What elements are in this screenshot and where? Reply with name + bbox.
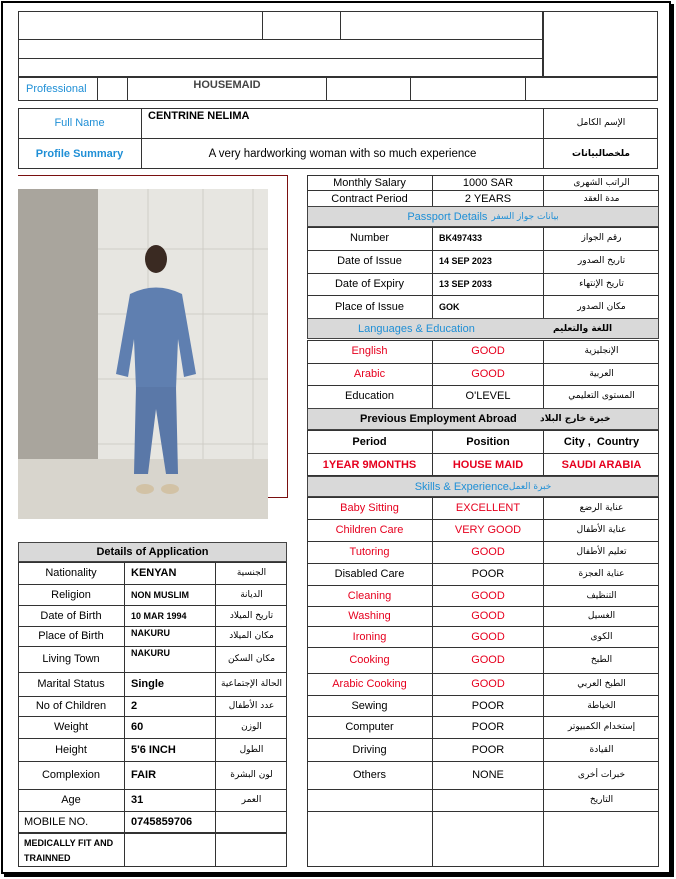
skill-label: Children Care: [335, 524, 404, 536]
application-label: Religion: [51, 588, 91, 601]
skill-label: [307, 789, 432, 811]
skill-label: Cleaning: [347, 589, 392, 602]
skills-header: [307, 476, 659, 497]
application-value: 31: [131, 794, 144, 806]
language-ar: العربية: [589, 368, 614, 379]
skill-ar: عناية الرضع: [579, 503, 624, 513]
skill-ar: خبرات أخرى: [577, 770, 626, 780]
period-ar: مدة العقد: [583, 193, 620, 204]
skill-label: Washing: [348, 610, 391, 622]
languages-header: [307, 318, 659, 339]
application-value: 2: [131, 700, 138, 712]
application-header: [18, 542, 287, 562]
skill-value: [433, 789, 543, 811]
mobile-value: 0745859706: [131, 816, 193, 828]
passport-value: 13 SEP 2033: [439, 278, 492, 289]
language-value: GOOD: [471, 345, 505, 358]
skill-ar: إستخدام الكمبيوتر: [567, 722, 636, 732]
skill-value: GOOD: [471, 654, 505, 666]
application-ar: الطول: [239, 744, 264, 755]
skill-label: Arabic Cooking: [332, 678, 407, 690]
application-ar: الجنسية: [236, 568, 267, 578]
skill-label: Cooking: [349, 654, 390, 666]
candidate-photo: [18, 189, 268, 519]
application-ar: عدد الأطفال: [228, 701, 275, 711]
application-value: NAKURU: [131, 648, 170, 658]
salary-ar: الراتب الشهرى: [573, 177, 630, 188]
passport-header: [307, 206, 659, 227]
passport-ar: تاريخ الإنتهاء: [579, 278, 624, 289]
skill-label: Others: [352, 769, 386, 781]
language-label: English: [351, 345, 388, 358]
skill-ar: الطبخ العربي: [577, 679, 626, 689]
divider: [432, 811, 433, 867]
application-value: FAIR: [131, 769, 157, 781]
application-ar: الديانة: [240, 589, 263, 600]
skill-ar: عناية العجزة: [578, 569, 625, 579]
application-label: Place of Birth: [38, 630, 104, 642]
skill-ar: التنظيف: [586, 590, 617, 601]
employment-period: 1YEAR 9MONTHS: [322, 459, 417, 471]
skill-value: GOOD: [471, 630, 505, 643]
application-ar: لون البشرة: [230, 770, 273, 780]
top-right-box: [543, 11, 658, 77]
skill-ar: الكوى: [590, 631, 613, 642]
skill-ar: القيادة: [589, 744, 614, 755]
passport-ar: تاريخ الصدور: [577, 256, 626, 267]
application-value: NAKURU: [131, 628, 170, 638]
period-label: Contract Period: [331, 192, 408, 205]
skills-blank-row: [307, 811, 659, 867]
skill-value: GOOD: [471, 678, 505, 690]
skill-value: POOR: [471, 743, 505, 756]
application-label: Age: [61, 794, 81, 806]
application-label: Height: [55, 743, 87, 756]
languages-title-ar: اللغة والتعليم: [553, 323, 613, 334]
language-label: Education: [345, 390, 394, 403]
skill-value: VERY GOOD: [454, 524, 522, 536]
application-label: Complexion: [41, 769, 101, 781]
application-ar: مكان السكن: [227, 654, 276, 664]
employment-title-ar: خبرة خارج البلاد: [540, 414, 611, 424]
skill-ar: عناية الأطفال: [576, 525, 627, 535]
application-label: Nationality: [45, 567, 97, 579]
mobile-label: MOBILE NO.: [24, 816, 89, 828]
passport-value: GOK: [439, 301, 460, 312]
passport-ar: رقم الجواز: [581, 233, 622, 244]
skill-value: POOR: [471, 699, 505, 712]
passport-title-ar: بيانات جواز السفر: [491, 211, 559, 222]
employment-country-label: City , Country: [563, 435, 640, 448]
passport-label: Date of Expiry: [334, 277, 405, 290]
skill-label: Computer: [345, 721, 394, 733]
professional-row: [18, 77, 658, 101]
application-value: NON MUSLIM: [131, 589, 189, 600]
skill-ar: تعليم الأطفال: [576, 547, 627, 557]
full-name-value: CENTRINE NELIMA: [148, 110, 250, 122]
application-value: KENYAN: [131, 567, 177, 579]
passport-ar: مكان الصدور: [577, 301, 626, 312]
divider: [543, 811, 544, 867]
application-label: Date of Birth: [40, 609, 102, 622]
application-label: Living Town: [42, 653, 100, 665]
skill-ar: الغسيل: [587, 611, 616, 621]
application-value: 10 MAR 1994: [131, 610, 187, 621]
salary-label: Monthly Salary: [333, 176, 406, 189]
language-value: O'LEVEL: [465, 390, 511, 403]
application-label: No of Children: [35, 700, 107, 712]
languages-title: Languages & Education: [358, 322, 475, 335]
language-ar: المستوى التعليمي: [568, 391, 635, 402]
skill-label: Sewing: [351, 699, 388, 712]
medical-label-line-2: TRAINNED: [24, 853, 71, 863]
full-name-ar: الإسم الكامل: [576, 118, 626, 128]
skills-title-ar: خبرة العمل: [508, 481, 552, 492]
skill-value: GOOD: [471, 589, 505, 602]
application-value: 5'6 INCH: [131, 743, 176, 756]
skill-label: Baby Sitting: [340, 502, 399, 514]
application-ar: الوزن: [241, 722, 262, 732]
application-ar: مكان الميلاد: [229, 631, 274, 641]
professional-label: Professional: [26, 83, 87, 95]
skill-ar: الخياطة: [587, 700, 616, 711]
skills-title: Skills & Experience: [414, 480, 509, 493]
passport-label: Number: [349, 232, 390, 245]
skill-label: Driving: [352, 743, 387, 756]
application-label: Weight: [53, 721, 89, 733]
summary-label: Profile Summary: [35, 148, 124, 160]
skill-label: Tutoring: [349, 546, 390, 558]
application-ar: الحالة الإجتماعية: [221, 679, 282, 689]
passport-label: Date of Issue: [337, 255, 402, 268]
summary-value: A very hardworking woman with so much experience: [208, 148, 477, 160]
skill-value: POOR: [471, 568, 505, 580]
skill-value: POOR: [471, 721, 505, 733]
full-name-label: Full Name: [54, 117, 105, 129]
position-title: HOUSEMAID: [193, 79, 261, 91]
skill-value: EXCELLENT: [455, 502, 521, 514]
summary-ar: ملخصالبيانات: [572, 149, 630, 159]
skill-label: Ironing: [352, 630, 387, 643]
employment-position-label: Position: [466, 435, 510, 448]
skill-ar: الطبخ: [590, 655, 613, 665]
skill-label: Disabled Care: [334, 568, 405, 580]
employment-country: SAUDI ARABIA: [561, 459, 642, 471]
period-value: 2 YEARS: [464, 192, 512, 205]
application-ar: العمر: [241, 795, 262, 805]
passport-label: Place of Issue: [334, 300, 405, 313]
medical-label-line-1: MEDICALLY FIT AND: [24, 838, 114, 848]
application-value: Single: [131, 678, 165, 690]
application-label: Marital Status: [37, 678, 105, 690]
language-label: Arabic: [353, 367, 386, 380]
language-value: GOOD: [471, 367, 505, 380]
passport-value: 14 SEP 2023: [439, 256, 492, 267]
passport-value: BK497433: [439, 233, 483, 244]
employment-title: Previous Employment Abroad: [360, 413, 517, 425]
language-ar: الإنجليزية: [584, 346, 619, 357]
skill-value: GOOD: [471, 610, 505, 622]
application-value: 60: [131, 721, 144, 733]
medical-label: [24, 836, 124, 866]
skill-value: GOOD: [471, 546, 505, 558]
employment-position: HOUSE MAID: [452, 459, 524, 471]
skill-ar: التاريخ: [589, 795, 614, 805]
salary-value: 1000 SAR: [462, 176, 514, 189]
application-ar: تاريخ الميلاد: [229, 610, 274, 621]
passport-title: Passport Details: [407, 210, 488, 223]
application-title: Details of Application: [96, 546, 209, 558]
top-header-box: [18, 11, 543, 77]
employment-period-label: Period: [352, 435, 387, 448]
skill-value: NONE: [472, 769, 504, 781]
employment-header: [307, 408, 659, 430]
